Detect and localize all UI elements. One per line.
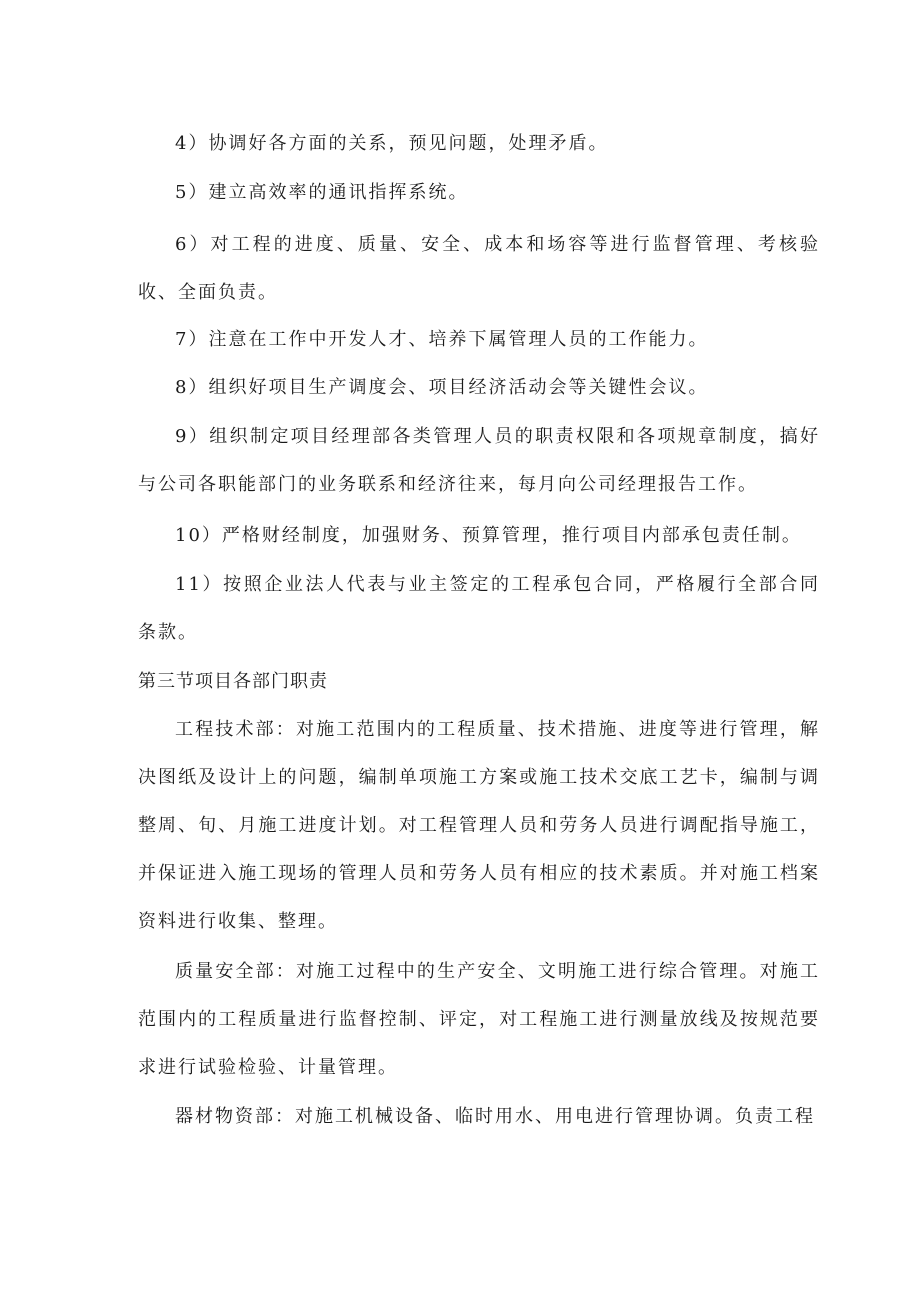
list-item-4: 4）协调好各方面的关系，预见问题，处理矛盾。 [175,133,609,154]
department-engineering-technical: 工程技术部：对施工范围内的工程质量、技术措施、进度等进行管理，解决图纸及设计上的问题，编制单项施工方案或施工技术交底工艺卡，编制与调整周、旬、月施工进度计划。对工程管理人员和劳务人员进行调配指导施工，并保证进入施工现场的管理人员和劳务人员有相应的技术素质。并对施工档案资料进行收集、整理。 [138,719,820,932]
list-item-10: 10）严格财经制度，加强财务、预算管理，推行项目内部承包责任制。 [175,525,802,546]
department-quality-safety: 质量安全部：对施工过程中的生产安全、文明施工进行综合管理。对施工范围内的工程质量进行监督控制、评定，对工程施工进行测量放线及按规范要求进行试验检验、计量管理。 [138,961,820,1078]
list-item-11: 11）按照企业法人代表与业主签定的工程承包合同，严格履行全部合同条款。 [138,574,820,643]
list-item-9: 9）组织制定项目经理部各类管理人员的职责权限和各项规章制度，搞好与公司各职能部门的业务联系和经济往来，每月向公司经理报告工作。 [138,426,820,495]
department-equipment-materials: 器材物资部：对施工机械设备、临时用水、用电进行管理协调。负责工程 [175,1106,815,1127]
list-item-8: 8）组织好项目生产调度会、项目经济活动会等关键性会议。 [175,377,709,398]
list-item-7: 7）注意在工作中开发人才、培养下属管理人员的工作能力。 [175,329,709,350]
list-item-5: 5）建立高效率的通讯指挥系统。 [175,182,469,203]
list-item-6: 6）对工程的进度、质量、安全、成本和场容等进行监督管理、考核验收、全面负责。 [138,234,820,303]
section-heading: 第三节项目各部门职责 [138,671,328,692]
